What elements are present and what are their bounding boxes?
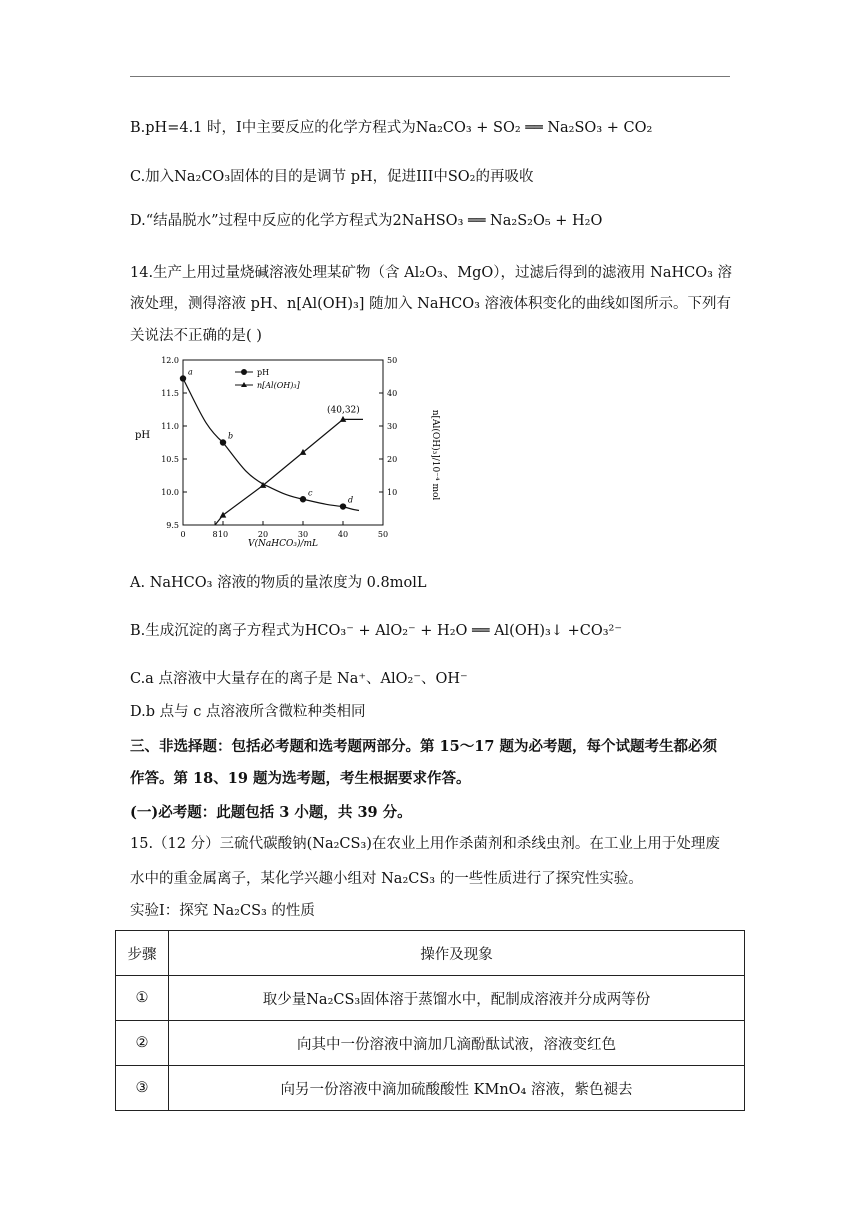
option-d-prev: D.“结晶脱水”过程中反应的化学方程式为2NaHSO₃ ══ Na₂S₂O₅ + H₂O	[130, 213, 603, 229]
point-label: a	[188, 367, 193, 377]
y-right-tick-label: 20	[387, 455, 398, 464]
required-heading: (一)必考题：此题包括 3 小题，共 39 分。	[130, 804, 412, 821]
point-label: b	[228, 431, 234, 441]
x-tick-label: 10	[217, 530, 229, 539]
step-number: ③	[116, 1066, 169, 1111]
x-tick-label: 8	[212, 530, 218, 539]
step-operation: 向另一份溶液中滴加硫酸酸性 KMnO₄ 溶液，紫色褪去	[169, 1066, 745, 1111]
ph-aloh3-chart	[135, 350, 440, 550]
steps-table	[115, 930, 745, 1111]
option-c-prev: C.加入Na₂CO₃固体的目的是调节 pH，促进III中SO₂的再吸收	[130, 169, 534, 185]
series-line-ph	[183, 378, 359, 510]
section3-line2: 作答。第 18、19 题为选考题，考生根据要求作答。	[130, 770, 471, 787]
y-left-tick-label: 10.0	[161, 488, 179, 497]
y-left-tick-label: 9.5	[166, 521, 179, 530]
y-right-tick-label: 50	[387, 356, 398, 365]
y-right-tick-label: 30	[387, 422, 398, 431]
header-step: 步骤	[116, 931, 169, 976]
point-label: d	[348, 495, 354, 505]
legend	[235, 368, 301, 390]
curves	[183, 378, 363, 525]
table-row	[116, 976, 745, 1021]
step-operation: 向其中一份溶液中滴加几滴酚酞试液，溶液变红色	[169, 1021, 745, 1066]
question-15-line2: 水中的重金属离子，某化学兴趣小组对 Na₂CS₃ 的一些性质进行了探究性实验。	[130, 871, 643, 887]
question-14-line3: 关说法不正确的是( )	[130, 328, 262, 344]
section3-line1: 三、非选择题：包括必考题和选考题两部分。第 15～17 题为必考题，每个试题考生都必须	[130, 738, 717, 755]
y-left-tick-label: 12.0	[161, 356, 179, 365]
x-tick-label: 20	[257, 530, 269, 539]
legend-aloh3: n[Al(OH)₃]	[257, 381, 300, 390]
legend-ph: pH	[257, 368, 270, 377]
series-line-aloh3	[215, 419, 363, 525]
question-15-line1: 15.（12 分）三硫代碳酸钠(Na₂CS₃)在农业上用作杀菌剂和杀线虫剂。在工业上用于处理废	[130, 836, 720, 852]
step-number: ②	[116, 1021, 169, 1066]
table-row	[116, 1021, 745, 1066]
table-header-row	[116, 931, 745, 976]
option-d: D.b 点与 c 点溶液所含微粒种类相同	[130, 704, 366, 720]
aloh3-point	[220, 512, 227, 518]
x-tick-label: 30	[297, 530, 309, 539]
y-right-label: n[Al(OH)₃]/10⁻⁴ mol	[430, 409, 440, 501]
y-right-tick-label: 40	[387, 389, 398, 398]
step-number: ①	[116, 976, 169, 1021]
option-a: A. NaHCO₃ 溶液的物质的量浓度为 0.8molL	[130, 575, 427, 591]
table-row	[116, 1066, 745, 1111]
ph-point	[180, 375, 186, 381]
y-left-label: pH	[135, 430, 151, 441]
ph-point	[220, 439, 226, 445]
step-operation: 取少量Na₂CS₃固体溶于蒸馏水中，配制成溶液并分成两等份	[169, 976, 745, 1021]
header-rule	[130, 76, 730, 77]
question-14-line2: 液处理，测得溶液 pH、n[Al(OH)₃] 随加入 NaHCO₃ 溶液体积变化的曲线如图所示。下列有	[130, 296, 732, 312]
header-operation: 操作及现象	[169, 931, 745, 976]
question-14-line1: 14.生产上用过量烧碱溶液处理某矿物（含 Al₂O₃、MgO），过滤后得到的滤液用 NaHCO₃ 溶	[130, 265, 733, 281]
ph-point	[300, 496, 306, 502]
option-b: B.生成沉淀的离子方程式为HCO₃⁻ + AlO₂⁻ + H₂O ══ Al(OH)₃↓ +CO₃²⁻	[130, 623, 623, 639]
y-left-tick-label: 11.5	[161, 389, 179, 398]
x-tick-label: 50	[377, 530, 389, 539]
y-left-tick-label: 10.5	[161, 455, 179, 464]
x-tick-label: 0	[180, 530, 186, 539]
x-axis-label: V(NaHCO₃)/mL	[247, 539, 319, 549]
y-right-tick-label: 10	[387, 488, 398, 497]
experiment-1-title: 实验I：探究 Na₂CS₃ 的性质	[130, 903, 315, 919]
option-c: C.a 点溶液中大量存在的离子是 Na⁺、AlO₂⁻、OH⁻	[130, 671, 468, 687]
ph-point	[340, 503, 346, 509]
point-annotation: (40,32)	[327, 405, 360, 416]
option-b-prev: B.pH=4.1 时，I中主要反应的化学方程式为Na₂CO₃ + SO₂ ══ Na₂SO₃ + CO₂	[130, 120, 653, 136]
x-tick-label: 40	[337, 530, 349, 539]
y-left-tick-label: 11.0	[161, 422, 179, 431]
point-label: c	[308, 488, 313, 498]
